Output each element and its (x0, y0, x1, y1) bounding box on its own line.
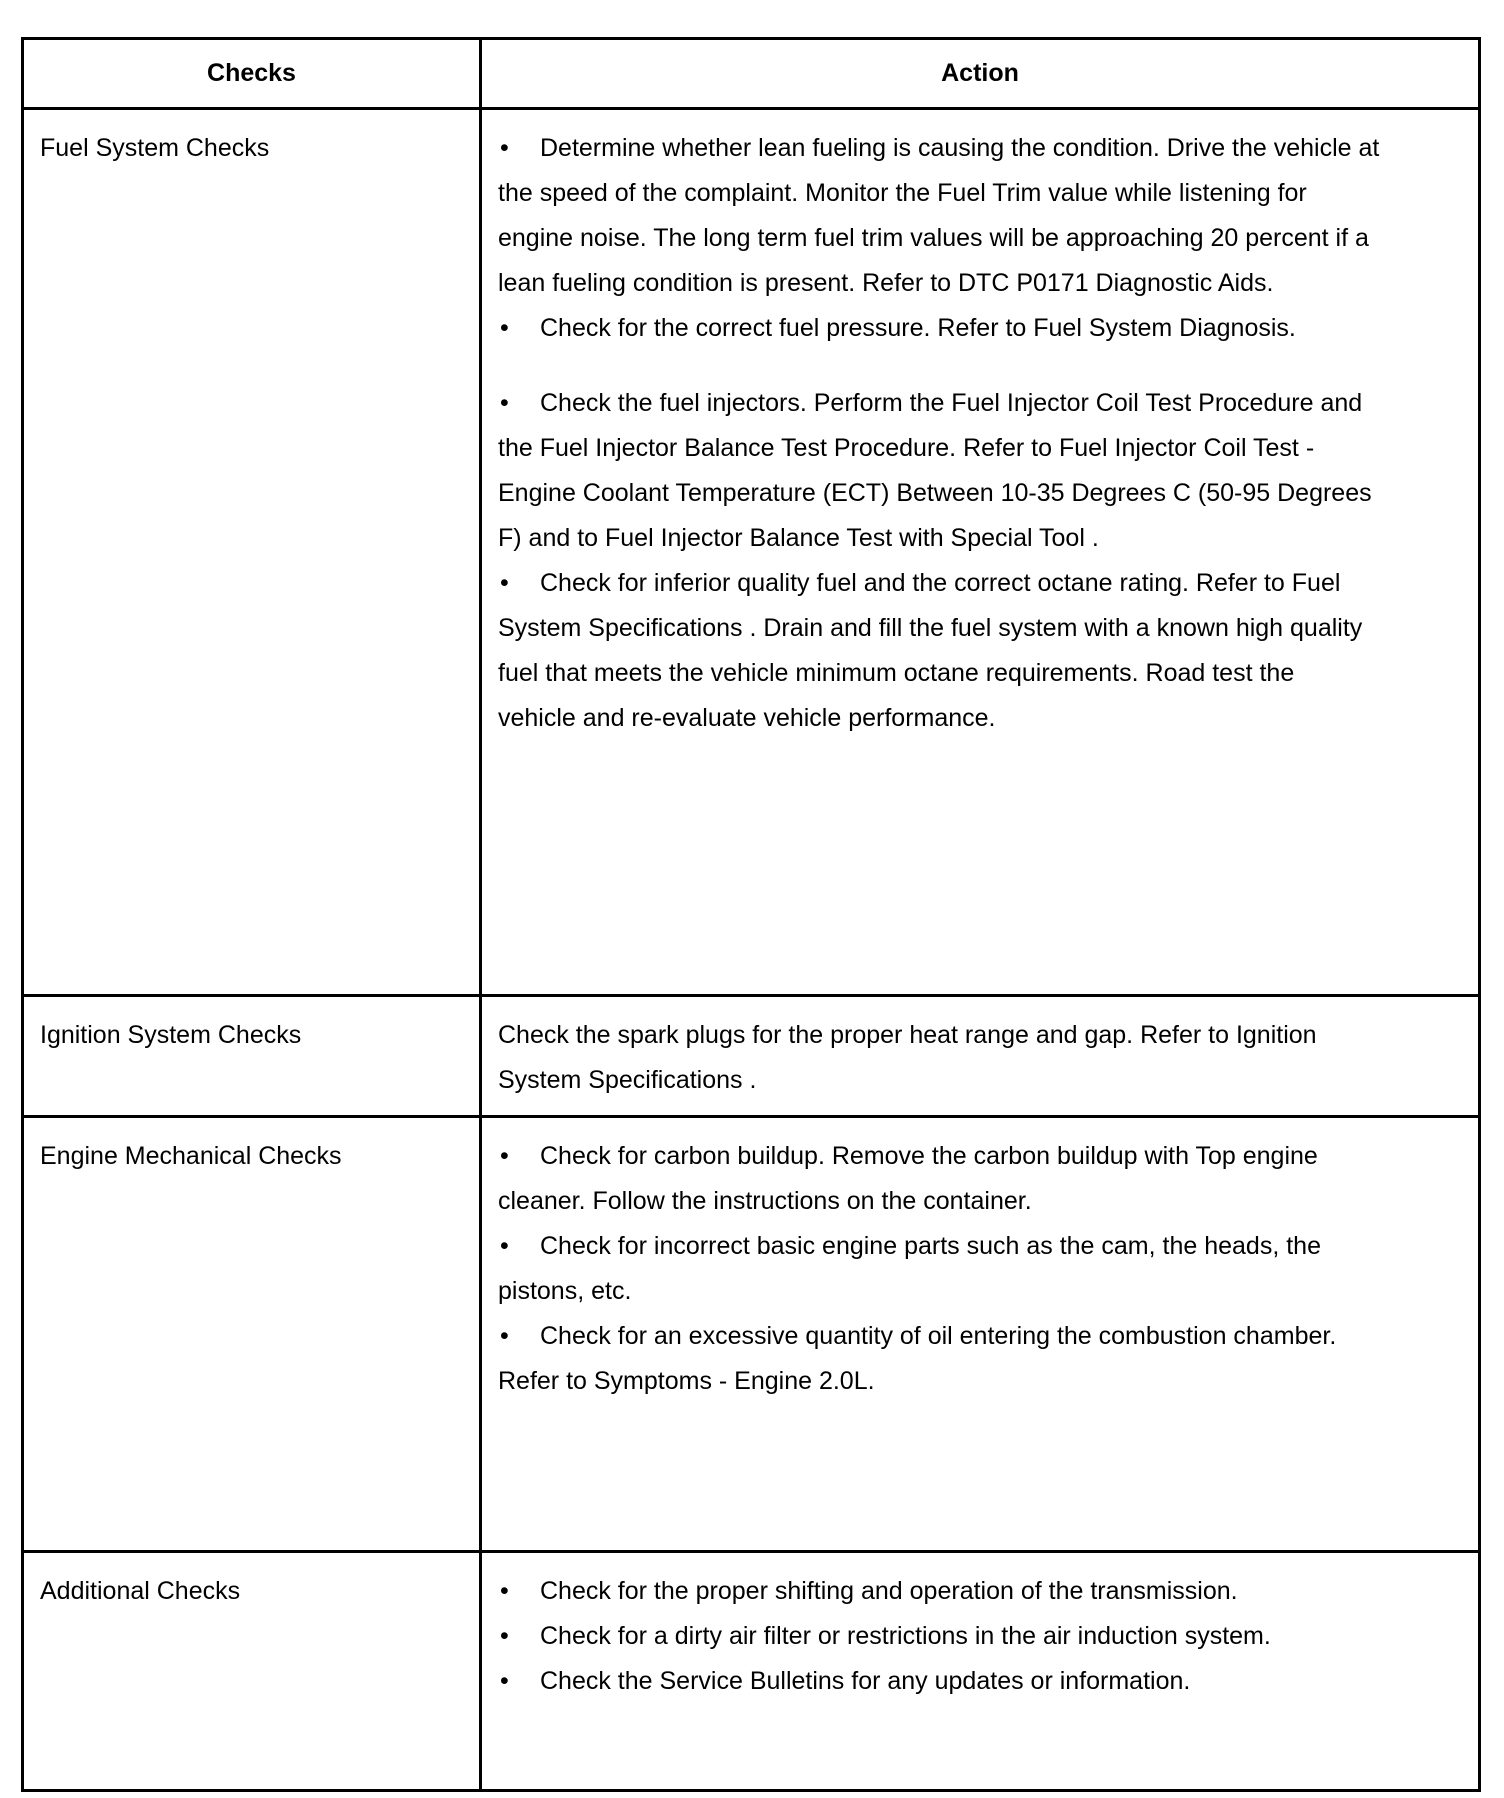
action-item (498, 306, 1458, 351)
header-checks: Checks (23, 39, 481, 109)
check-name: Additional Checks (23, 1552, 481, 1791)
bullet-icon: • (500, 314, 509, 342)
action-item (498, 1659, 1458, 1704)
action-item (498, 1614, 1458, 1659)
action-item (498, 1314, 1388, 1404)
table-row (23, 1552, 1480, 1791)
table-row (23, 996, 1480, 1117)
action-text: Check for an excessive quantity of oil entering the combustion chamber. Refer to Symptoms - Engine 2.0L. (498, 1322, 1337, 1395)
action-text: Check the Service Bulletins for any updates or information. (540, 1667, 1191, 1695)
action-text: Check for a dirty air filter or restrictions in the air induction system. (540, 1622, 1271, 1650)
bullet-icon: • (500, 1322, 509, 1350)
action-text: Check the spark plugs for the proper heat range and gap. Refer to Ignition System Specifications . (498, 1021, 1317, 1094)
bullet-icon: • (500, 1622, 509, 1650)
action-cell (481, 109, 1480, 996)
bullet-icon: • (500, 1667, 509, 1695)
action-text: Determine whether lean fueling is causing the condition. Drive the vehicle at the speed of the complaint. Monitor the Fuel Trim value while listening for engine noise. The long term fuel trim values will be approaching 20 percent if a lean fueling condition is present. Refer to DTC P0171 Diagnostic Aids. (498, 134, 1380, 297)
action-text: Check for carbon buildup. Remove the carbon buildup with Top engine cleaner. Follow the instructions on the container. (498, 1142, 1318, 1215)
action-text: Check for the proper shifting and operation of the transmission. (540, 1577, 1238, 1605)
action-cell (481, 1117, 1480, 1552)
table-row (23, 1117, 1480, 1552)
bullet-icon: • (500, 389, 509, 417)
diagnostic-checks-table (21, 37, 1481, 1792)
check-name: Ignition System Checks (23, 996, 481, 1117)
action-text: Check the fuel injectors. Perform the Fuel Injector Coil Test Procedure and the Fuel Injector Balance Test Procedure. Refer to Fuel Injector Coil Test - Engine Coolant Temperature (ECT) Between 10-35 Degrees C (50-95 Degrees F) and to Fuel Injector Balance Test with Special Tool . (498, 389, 1372, 552)
action-cell (481, 996, 1480, 1117)
action-item (498, 1224, 1388, 1314)
header-action: Action (481, 39, 1480, 109)
action-item (498, 1134, 1388, 1224)
bullet-icon: • (500, 569, 509, 597)
action-text: Check for inferior quality fuel and the correct octane rating. Refer to Fuel System Specifications . Drain and fill the fuel system with a known high quality fuel that meets the vehicle minimum octane requirements. Road test the vehicle and re-evaluate vehicle performance. (498, 569, 1363, 732)
bullet-icon: • (500, 1232, 509, 1260)
header-row (23, 39, 1480, 109)
action-item (498, 126, 1388, 306)
action-item (498, 1569, 1458, 1614)
check-name: Fuel System Checks (23, 109, 481, 996)
bullet-icon: • (500, 134, 509, 162)
bullet-icon: • (500, 1142, 509, 1170)
action-text: Check for incorrect basic engine parts such as the cam, the heads, the pistons, etc. (498, 1232, 1321, 1305)
action-item (498, 561, 1368, 741)
bullet-icon: • (500, 1577, 509, 1605)
action-cell (481, 1552, 1480, 1791)
check-name: Engine Mechanical Checks (23, 1117, 481, 1552)
action-item (498, 381, 1388, 561)
action-text: Check for the correct fuel pressure. Refer to Fuel System Diagnosis. (540, 314, 1296, 342)
table-row (23, 109, 1480, 996)
